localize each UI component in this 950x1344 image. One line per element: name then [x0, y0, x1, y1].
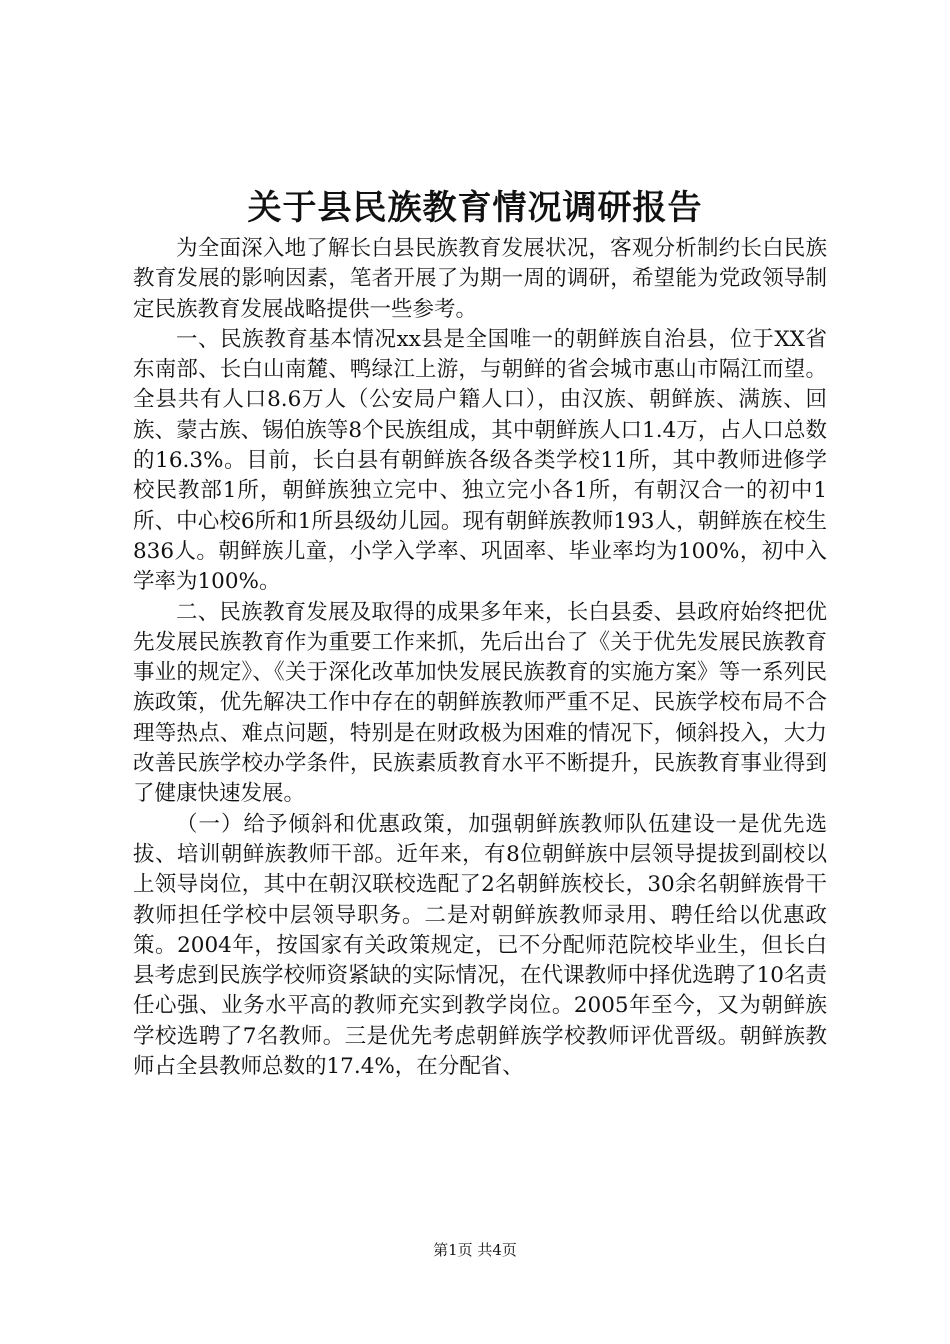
document-body — [133, 234, 827, 1082]
paragraph-development-achievements: 二、民族教育发展及取得的成果多年来，长白县委、县政府始终把优先发展民族教育作为重要工作来抓，先后出台了《关于优先发展民族教育事业的规定》、《关于深化改革加快发展民族教育的实施方案》等一系列民族政策，优先解决工作中存在的朝鲜族教师严重不足、民族学校布局不合理等热点、难点问题，特别是在财政极为困难的情况下，倾斜投入，大力改善民族学校办学条件，民族素质教育水平不断提升，民族教育事业得到了健康快速发展。 — [133, 599, 827, 807]
paragraph-intro: 为全面深入地了解长白县民族教育发展状况，客观分析制约长白民族教育发展的影响因素，笔者开展了为期一周的调研，希望能为党政领导制定民族教育发展战略提供一些参考。 — [133, 236, 827, 322]
paragraph-teacher-policy: （一）给予倾斜和优惠政策，加强朝鲜族教师队伍建设一是优先选拔、培训朝鲜族教师干部。近年来，有8位朝鲜族中层领导提拔到副校以上领导岗位，其中在朝汉联校选配了2名朝鲜族校长，30余名朝鲜族骨干教师担任学校中层领导职务。二是对朝鲜族教师录用、聘任给以优惠政策。2004年，按国家有关政策规定，已不分配师范院校毕业生，但长白县考虑到民族学校师资紧缺的实际情况，在代课教师中择优选聘了10名责任心强、业务水平高的教师充实到教学岗位。2005年至今，又为朝鲜族学校选聘了7名教师。三是优先考虑朝鲜族学校教师评优晋级。朝鲜族教师占全县教师总数的17.4%，在分配省、 — [133, 811, 827, 1080]
document-title: 关于县民族教育情况调研报告 — [247, 188, 703, 228]
paragraph-basic-situation: 一、民族教育基本情况xx县是全国唯一的朝鲜族自治县，位于XX省东南部、长白山南麓、鸭绿江上游，与朝鲜的省会城市惠山市隔江而望。全县共有人口8.6万人（公安局户籍人口），由汉族、朝鲜族、满族、回族、蒙古族、锡伯族等8个民族组成，其中朝鲜族人口1.4万，占人口总数的16.3%。目前，长白县有朝鲜族各级各类学校11所，其中教师进修学校民教部1所，朝鲜族独立完中、独立完小各1所，有朝汉合一的初中1所、中心校6所和1所县级幼儿园。现有朝鲜族教师193人，朝鲜族在校生836人。朝鲜族儿童，小学入学率、巩固率、毕业率均为100%，初中入学率为100%。 — [133, 326, 827, 595]
page-number-footer: 第1页 共4页 — [433, 1241, 517, 1259]
